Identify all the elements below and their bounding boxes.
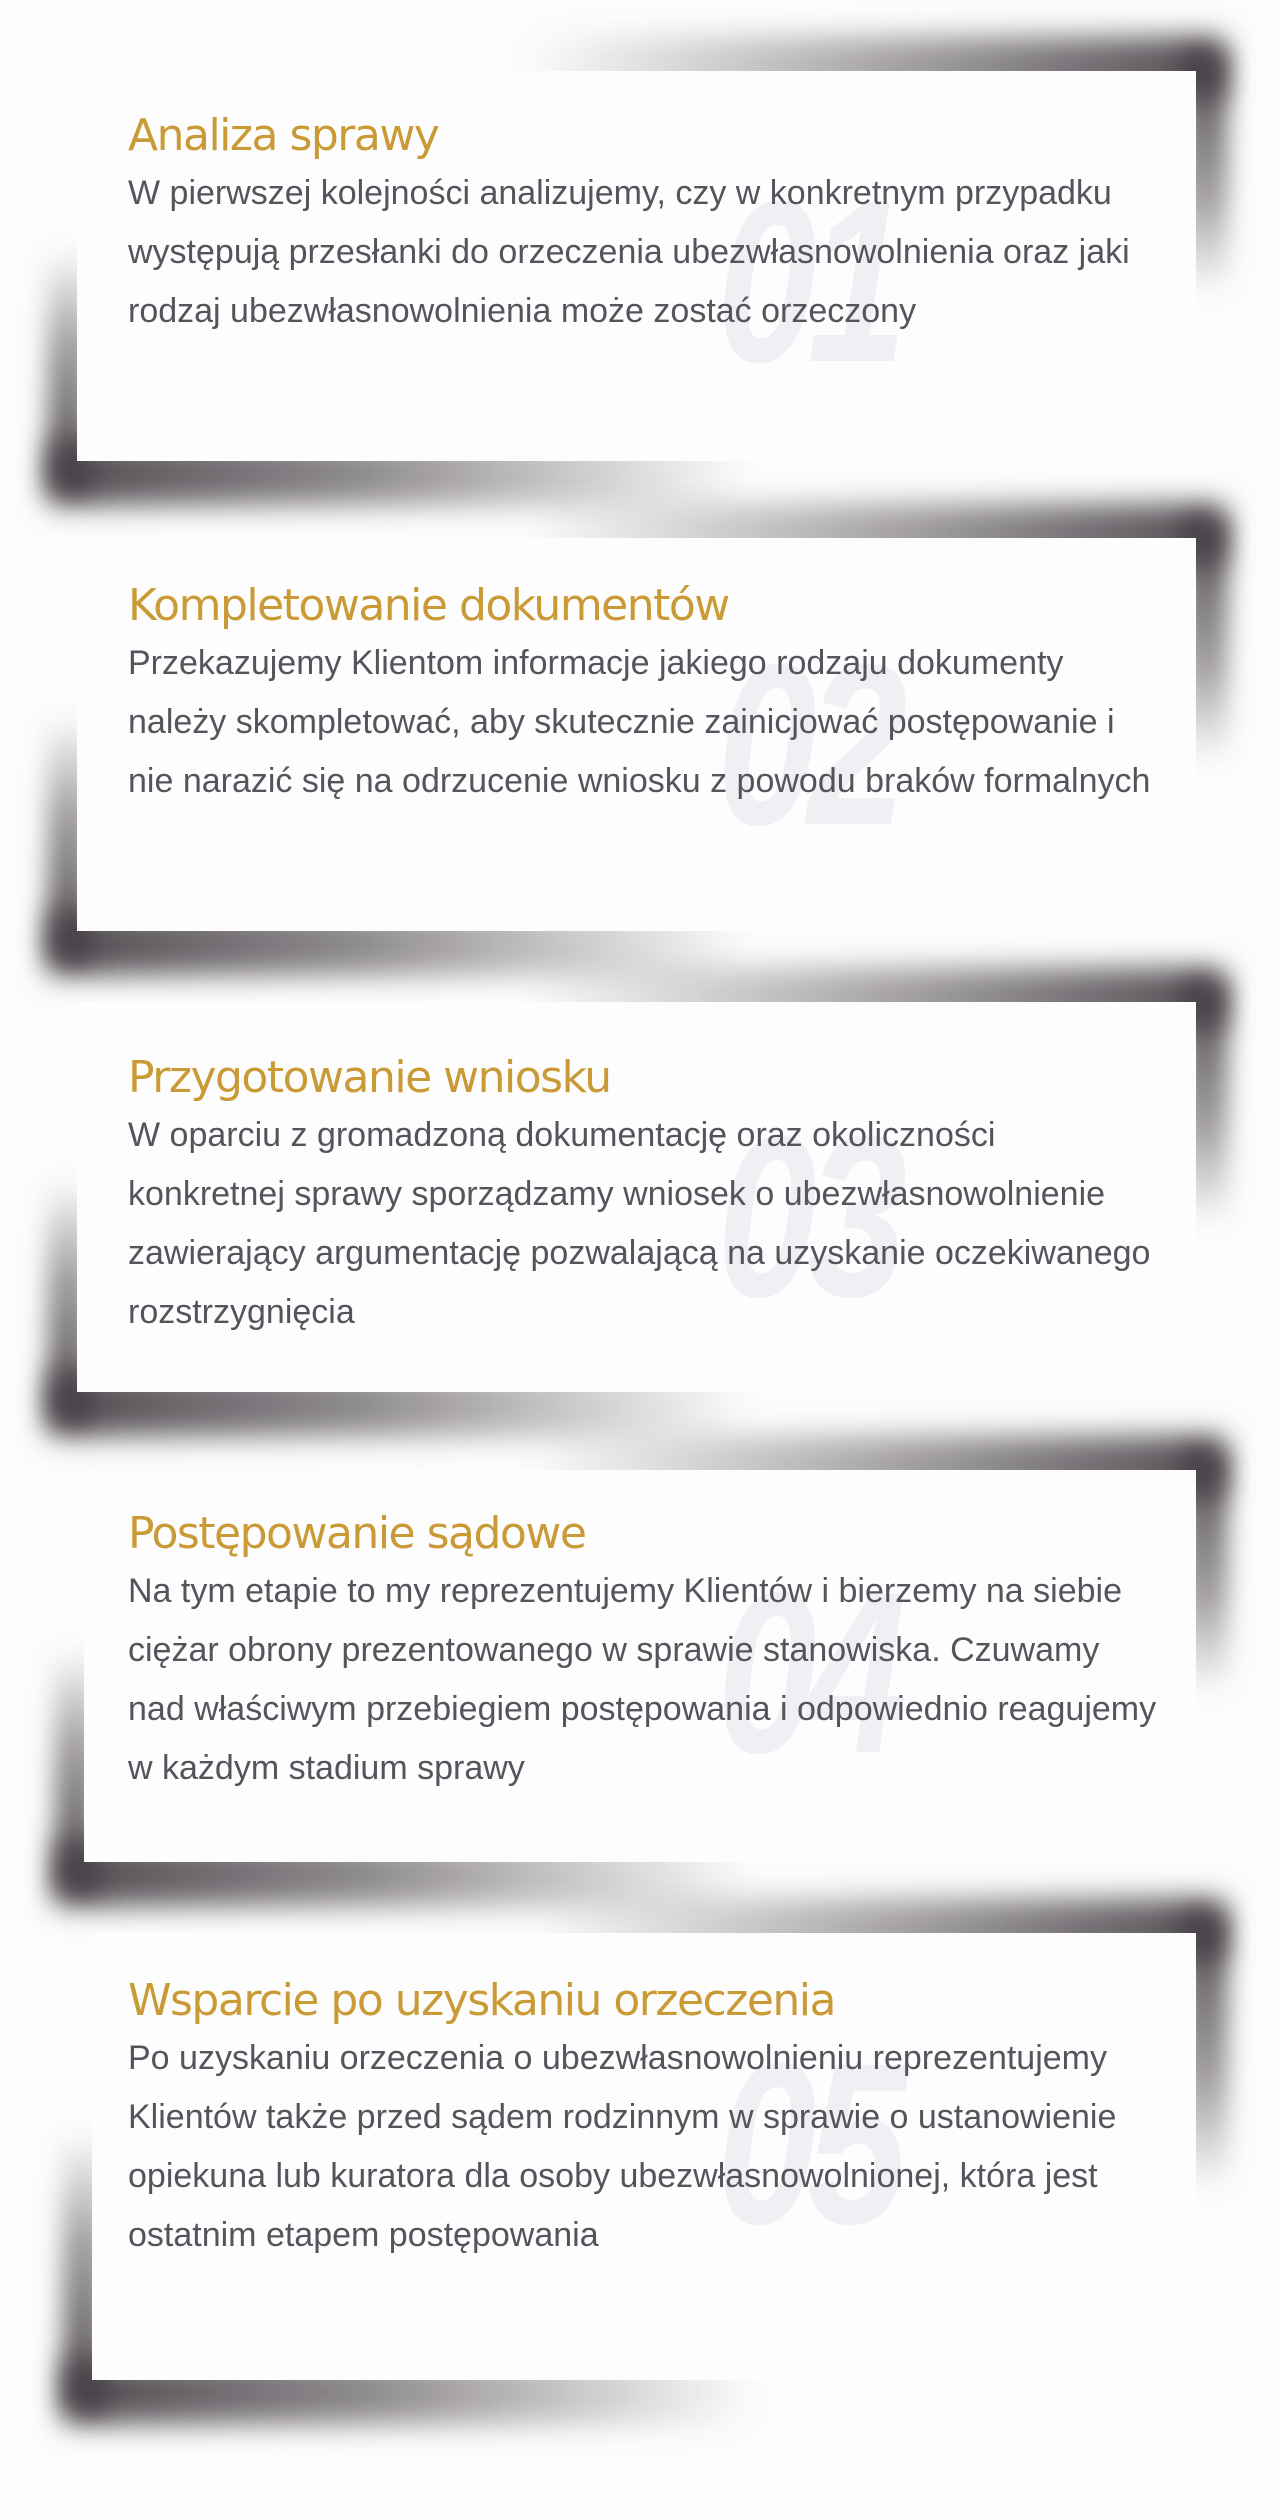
step-card-2	[77, 538, 1196, 931]
step-number-watermark: 01	[717, 153, 898, 410]
step-number-watermark: 02	[717, 616, 898, 873]
step-description: Przekazujemy Klientom informacje jakiego rodzaju dokumenty należy skompletować, aby skutecznie zainicjować postępowanie i nie narazić się na odrzucenie wniosku z powodu braków formalnych	[128, 644, 1151, 800]
step-number-watermark: 04	[717, 1544, 898, 1801]
step-number-watermark: 05	[717, 2015, 898, 2272]
step-description: Na tym etapie to my reprezentujemy Klientów i bierzemy na siebie ciężar obrony prezentowanego w sprawie stanowiska. Czuwamy nad właściwym przebiegiem postępowania i odpowiednio reagujemy w każdym stadium sprawy	[128, 1572, 1157, 1787]
step-description: W pierwszej kolejności analizujemy, czy w konkretnym przypadku występują przesłanki do orzeczenia ubezwłasnowolnienia oraz jaki rodzaj ubezwłasnowolnienia może zostać orzeczony	[128, 174, 1130, 330]
step-content	[128, 108, 1196, 341]
step-content	[128, 1050, 1196, 1345]
step-description: Po uzyskaniu orzeczenia o ubezwłasnowolnieniu reprezentujemy Klientów także przed sądem rodzinnym w sprawie o ustanowienie opiekuna lub kuratora dla osoby ubezwłasnowolnionej, która jest ostatnim etapem postępowania	[128, 2039, 1117, 2254]
step-number-watermark: 03	[717, 1088, 898, 1345]
step-card-1	[77, 71, 1196, 461]
step-content	[128, 1973, 1196, 2272]
step-title: Wsparcie po uzyskaniu orzeczenia	[128, 1975, 835, 2026]
step-description: W oparciu z gromadzoną dokumentację oraz okoliczności konkretnej sprawy sporządzamy wniosek o ubezwłasnowolnienie zawierający argumentację pozwalającą na uzyskanie oczekiwanego rozstrzygnięcia	[128, 1116, 1151, 1331]
step-content	[128, 1506, 1196, 1801]
step-card-5	[92, 1933, 1196, 2380]
step-card-4	[84, 1470, 1196, 1862]
step-title: Analiza sprawy	[128, 110, 439, 161]
step-content	[128, 578, 1196, 811]
step-card-3	[77, 1002, 1196, 1392]
step-title: Postępowanie sądowe	[128, 1508, 586, 1559]
step-title: Przygotowanie wniosku	[128, 1052, 611, 1103]
step-title: Kompletowanie dokumentów	[128, 580, 729, 631]
